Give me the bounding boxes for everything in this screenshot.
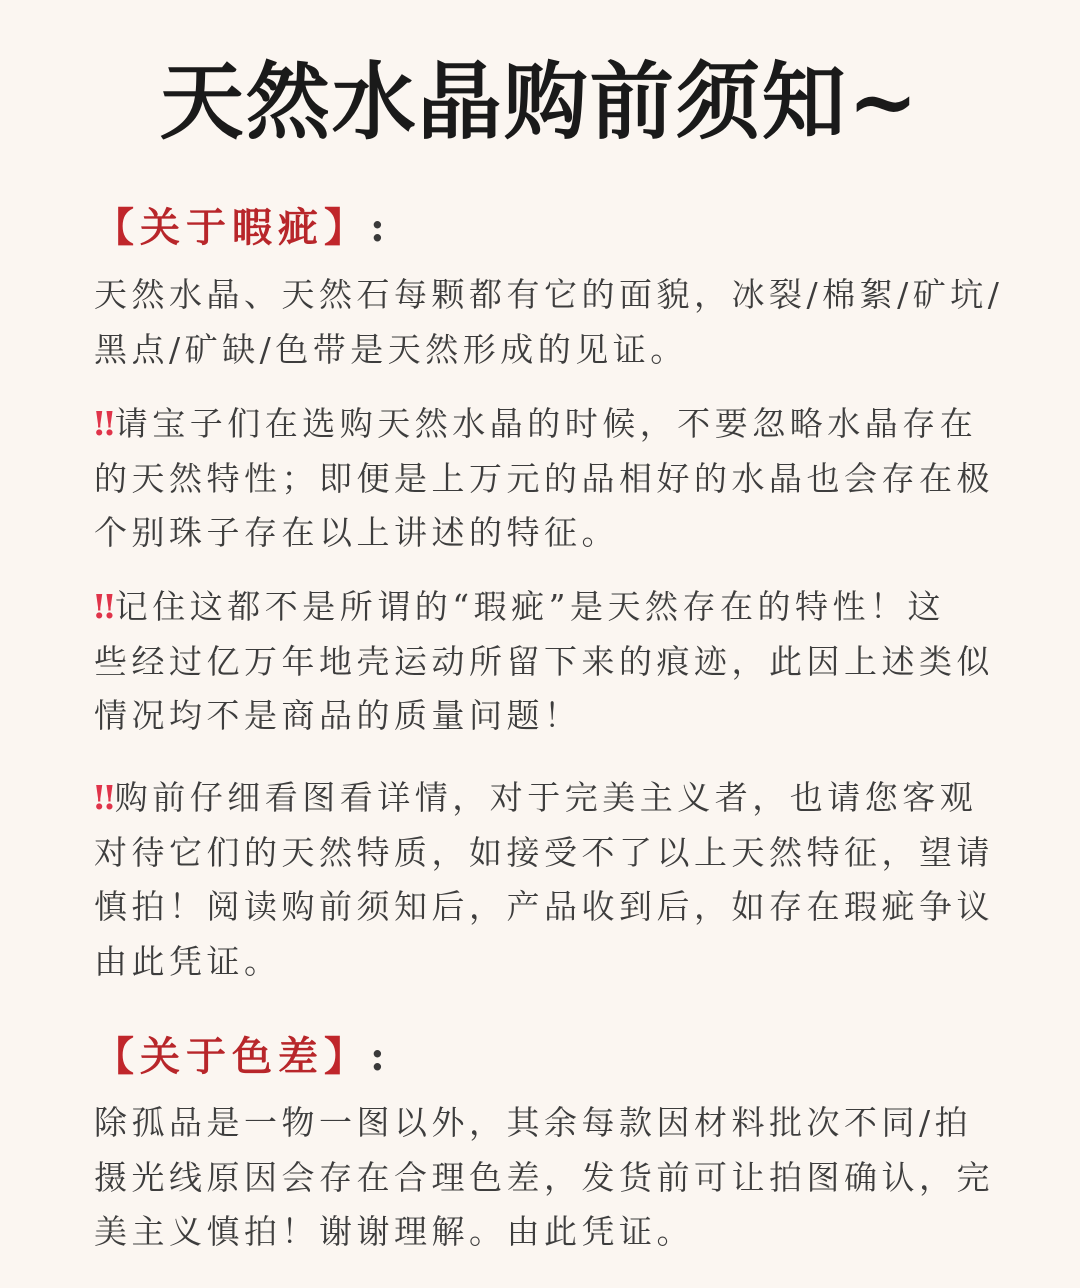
- paragraph-line: 个别珠子存在以上讲述的特征。: [94, 513, 619, 552]
- paragraph-not-defect: [94, 580, 994, 744]
- paragraph-line: 记住这都不是所谓的“瑕疵”是天然存在的特性！这: [114, 587, 946, 626]
- heading-colon: :: [370, 204, 391, 251]
- paragraph-check-details: [94, 771, 994, 989]
- heading-text: 关于暇疵: [140, 204, 324, 251]
- double-exclamation-icon: ‼: [94, 404, 111, 443]
- heading-open-bracket: 【: [94, 1033, 140, 1080]
- paragraph-line: 美主义慎拍！谢谢理解。由此凭证。: [94, 1212, 694, 1251]
- paragraph-line: 购前仔细看图看详情，对于完美主义者，也请您客观: [114, 778, 978, 817]
- paragraph-line: 由此凭证。: [94, 941, 282, 981]
- paragraph-color-difference: [94, 1096, 994, 1260]
- paragraph-line: 天然水晶、天然石每颗都有它的面貌，冰裂/棉絮/矿坑/: [94, 275, 1004, 314]
- paragraph-line: 对待它们的天然特质，如接受不了以上天然特征，望请: [94, 832, 994, 872]
- paragraph-line: 摄光线原因会存在合理色差，发货前可让拍图确认，完: [94, 1157, 994, 1197]
- paragraph-purchase-note: [94, 397, 994, 561]
- paragraph-line: 情况均不是商品的质量问题！: [94, 696, 582, 735]
- heading-close-bracket: 】: [324, 204, 370, 251]
- page-title: 天然水晶购前须知~: [159, 52, 921, 151]
- heading-text: 关于色差: [140, 1033, 324, 1080]
- double-exclamation-icon: ‼: [94, 778, 111, 817]
- paragraph-line: 黑点/矿缺/色带是天然形成的见证。: [94, 329, 688, 369]
- double-exclamation-icon: ‼: [94, 587, 111, 626]
- section-heading-flaws: [94, 203, 391, 253]
- section-heading-color-difference: [94, 1032, 391, 1082]
- paragraph-natural-features: [94, 268, 1004, 377]
- heading-close-bracket: 】: [324, 1033, 370, 1080]
- paragraph-line: 的天然特性；即便是上万元的品相好的水晶也会存在极: [94, 458, 994, 498]
- heading-colon: :: [370, 1033, 391, 1080]
- paragraph-line: 慎拍！阅读购前须知后，产品收到后，如存在瑕疵争议: [94, 887, 994, 926]
- paragraph-line: 请宝子们在选购天然水晶的时候，不要忽略水晶存在: [114, 404, 978, 443]
- heading-open-bracket: 【: [94, 204, 140, 251]
- paragraph-line: 除孤品是一物一图以外，其余每款因材料批次不同/拍: [94, 1103, 973, 1142]
- paragraph-line: 些经过亿万年地壳运动所留下来的痕迹，此因上述类似: [94, 641, 994, 681]
